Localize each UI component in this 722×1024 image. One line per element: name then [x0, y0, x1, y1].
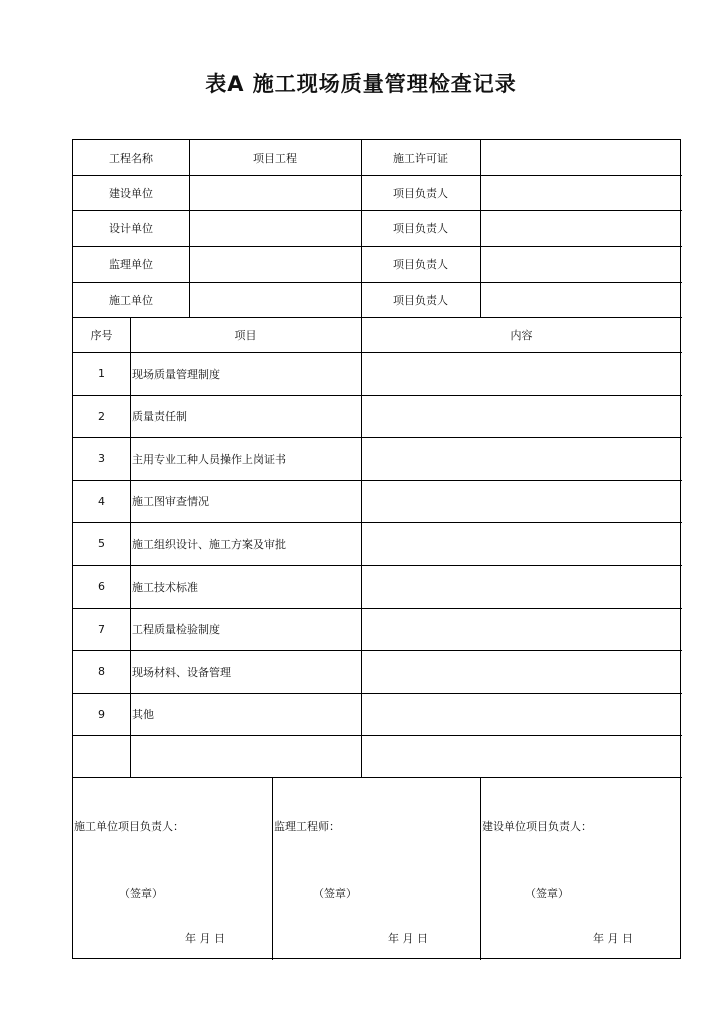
row-item: 施工组织设计、施工方案及审批 [132, 537, 286, 551]
row-number: 1 [98, 367, 105, 380]
row-item: 现场材料、设备管理 [132, 665, 231, 679]
row-number: 6 [98, 580, 105, 593]
row-item: 主用专业工种人员操作上岗证书 [132, 452, 286, 466]
header-row-label: 施工单位 [109, 293, 153, 307]
row-item: 其他 [132, 708, 154, 721]
row-number: 8 [98, 665, 105, 678]
header-row-label: 建设单位 [109, 186, 153, 200]
row-number: 4 [98, 494, 105, 508]
header-row-label: 监理单位 [109, 258, 153, 271]
row-item: 施工技术标准 [132, 580, 198, 594]
signature-seal-owner: （签章） [525, 887, 569, 900]
row-number: 3 [98, 452, 105, 465]
header-row-person: 项目负责人 [393, 186, 448, 200]
row-number: 7 [98, 622, 105, 636]
signature-seal-contractor: （签章） [119, 887, 163, 900]
signature-date-owner: 年 月 日 [593, 932, 633, 945]
signature-role-supervisor: 监理工程师： [274, 820, 340, 833]
signature-seal-supervisor: （签章） [313, 887, 357, 900]
row-number: 9 [98, 707, 105, 721]
row-item: 施工图审查情况 [132, 495, 209, 508]
row-item: 现场质量管理制度 [132, 367, 220, 381]
row-item: 工程质量检验制度 [132, 623, 220, 636]
header-row-person: 项目负责人 [393, 222, 448, 235]
project-name-value: 项目工程 [253, 151, 297, 165]
signature-date-supervisor: 年 月 日 [388, 932, 428, 945]
signature-role-contractor: 施工单位项目负责人： [74, 820, 184, 833]
header-row-label: 设计单位 [109, 222, 153, 235]
header-row-person: 项目负责人 [393, 293, 448, 307]
signature-date-contractor: 年 月 日 [185, 932, 225, 945]
project-name-label: 工程名称 [109, 151, 153, 165]
column-header-item: 项目 [234, 328, 257, 342]
permit-label: 施工许可证 [393, 151, 448, 165]
page-title: 表A 施工现场质量管理检查记录 [205, 72, 517, 96]
row-item: 质量责任制 [132, 410, 187, 423]
column-header-content: 内容 [510, 328, 533, 342]
row-number: 2 [98, 409, 105, 423]
row-number: 5 [98, 537, 105, 550]
inspection-table [72, 139, 681, 959]
header-row-person: 项目负责人 [393, 258, 448, 271]
signature-role-owner: 建设单位项目负责人： [482, 820, 592, 833]
column-header-no: 序号 [90, 328, 113, 342]
